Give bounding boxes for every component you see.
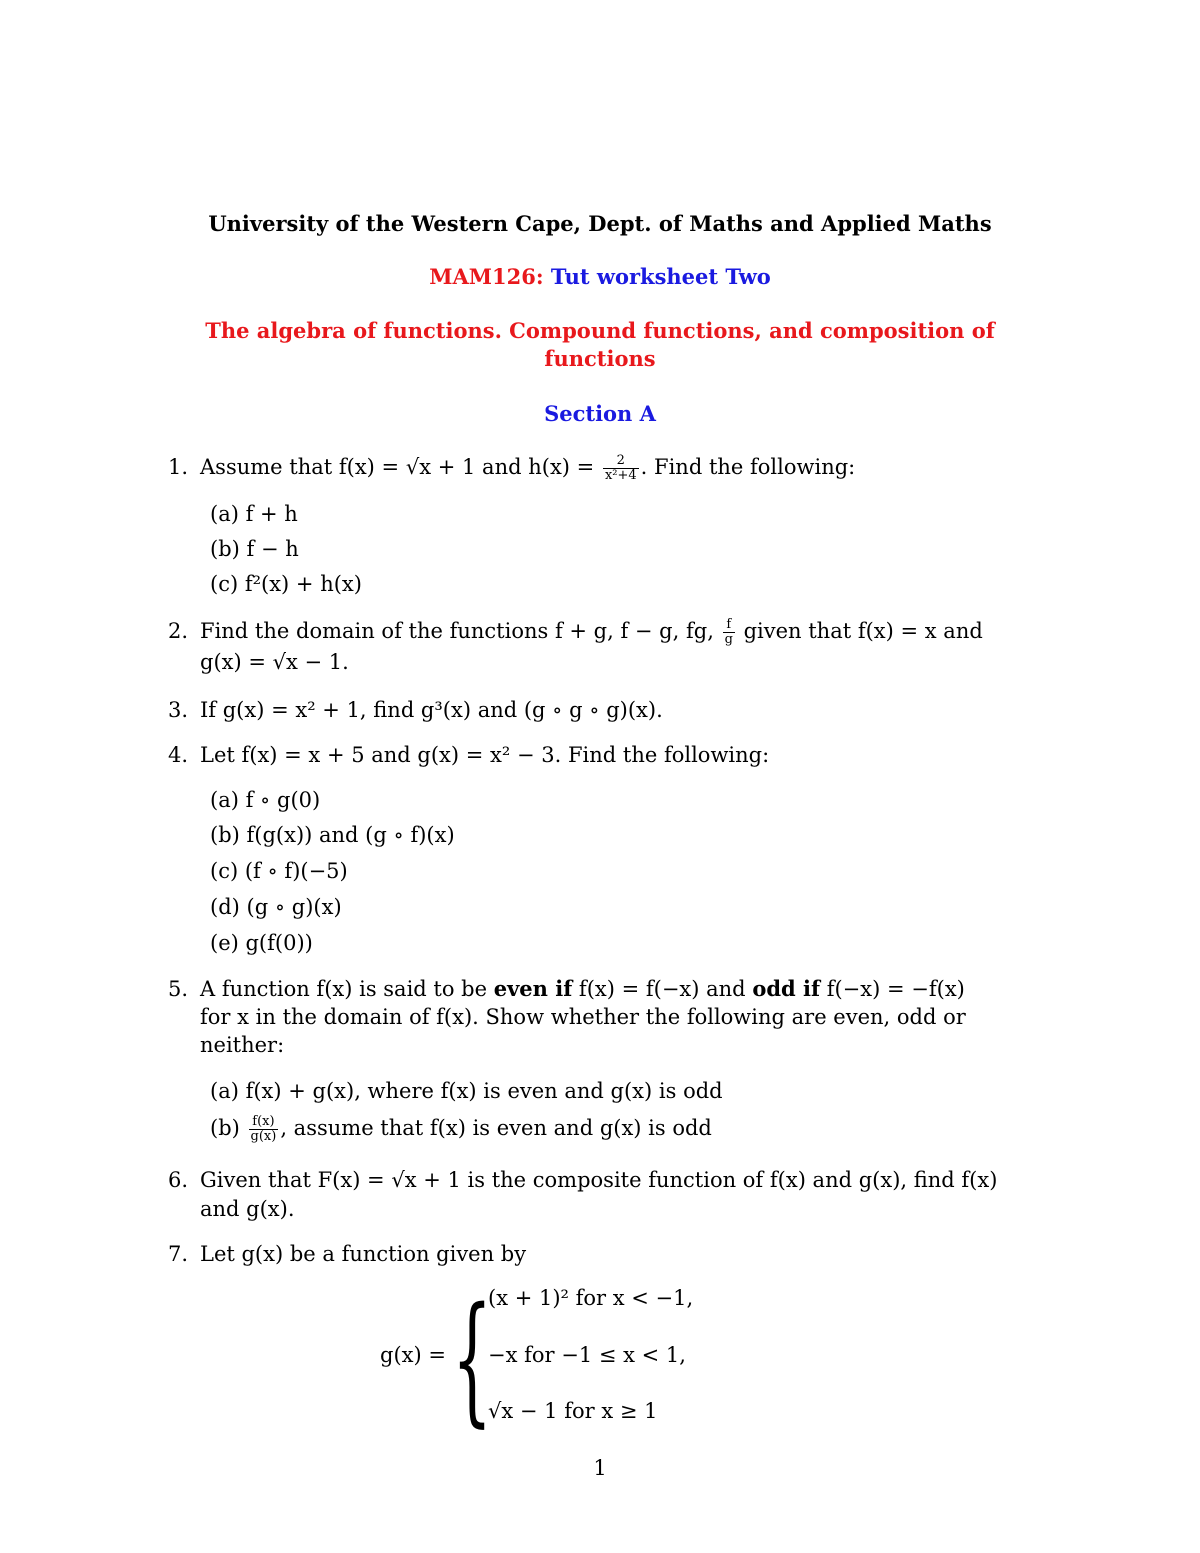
q1-and: and: [482, 455, 522, 479]
q5-item-b: [210, 1114, 712, 1144]
q1-f-definition: f(x) = √x + 1: [338, 455, 476, 479]
q5-b-numerator: f(x): [249, 1115, 279, 1130]
q4-item-a: (a) f ∘ g(0): [210, 788, 321, 812]
q1-h-denominator: x²+4: [604, 468, 637, 483]
q1-intro: Assume that: [200, 455, 333, 479]
piecewise-lhs: g(x) =: [380, 1343, 446, 1367]
q5-text-a: A function f(x) is said to be: [200, 977, 488, 1001]
q5-text-b: f(x) = f(−x) and: [578, 977, 746, 1001]
q4-item-c: (c) (f ∘ f)(−5): [210, 859, 348, 883]
question-6-number: 6.: [168, 1168, 189, 1192]
q1-h-definition: h(x) =: [528, 455, 595, 479]
question-6-line2: and g(x).: [200, 1197, 295, 1221]
question-7-text: Let g(x) be a function given by: [200, 1242, 527, 1266]
question-3-text: If g(x) = x² + 1, find g³(x) and (g ∘ g ∘ g)(x).: [200, 698, 663, 722]
question-6-line1: Given that F(x) = √x + 1 is the composite function of f(x) and g(x), find f(x): [200, 1168, 998, 1192]
q2-frac-denominator: g: [724, 632, 733, 647]
course-code: MAM126:: [429, 264, 544, 289]
question-2-number: 2.: [168, 619, 189, 643]
q1-h-fraction: [603, 454, 639, 483]
piecewise-case-3: √x − 1 for x ≥ 1: [488, 1399, 658, 1423]
question-5-line2: for x in the domain of f(x). Show whether the following are even, odd or: [200, 1005, 966, 1029]
q1-item-a: (a) f + h: [210, 502, 298, 526]
question-2-line1: [200, 617, 983, 647]
q5-item-a: (a) f(x) + g(x), where f(x) is even and g(x) is odd: [210, 1079, 723, 1103]
q2-fraction: [723, 618, 735, 647]
q5-odd-if: odd if: [752, 976, 821, 1001]
question-4-text: Let f(x) = x + 5 and g(x) = x² − 3. Find the following:: [200, 743, 770, 767]
topic-title-line2: functions: [544, 346, 656, 371]
course-title: Tut worksheet Two: [550, 264, 771, 289]
q5-text-c: f(−x) = −f(x): [826, 977, 965, 1001]
university-heading: University of the Western Cape, Dept. of Maths and Applied Maths: [208, 211, 992, 236]
question-7-number: 7.: [168, 1242, 189, 1266]
q1-tail: . Find the following:: [640, 455, 856, 479]
q5-even-if: even if: [493, 976, 573, 1001]
q2-tail: given that f(x) = x and: [743, 619, 983, 643]
q2-text: Find the domain of the functions f + g, f − g, fg,: [200, 619, 714, 643]
q5-b-label: (b): [210, 1116, 240, 1140]
question-2-line2: g(x) = √x − 1.: [200, 650, 349, 674]
question-3-number: 3.: [168, 698, 189, 722]
q1-item-c: (c) f²(x) + h(x): [210, 572, 362, 596]
page-number: 1: [593, 1456, 607, 1480]
piecewise-brace: {: [452, 1278, 493, 1441]
q5-b-fraction: [249, 1115, 279, 1144]
question-1-number: 1.: [168, 455, 189, 479]
topic-title-line1: The algebra of functions. Compound functions, and composition of: [205, 318, 995, 343]
question-1-text: [200, 453, 855, 483]
piecewise-case-2: −x for −1 ≤ x < 1,: [488, 1343, 686, 1367]
q1-h-numerator: 2: [603, 454, 639, 469]
q4-item-d: (d) (g ∘ g)(x): [210, 895, 342, 919]
question-5-line1: [200, 975, 965, 1003]
q1-item-b: (b) f − h: [210, 537, 299, 561]
q2-frac-numerator: f: [723, 618, 735, 633]
question-5-line3: neither:: [200, 1033, 285, 1057]
q4-item-e: (e) g(f(0)): [210, 931, 313, 955]
section-heading: Section A: [544, 401, 656, 426]
q5-b-denominator: g(x): [250, 1129, 277, 1144]
q5-b-tail: , assume that f(x) is even and g(x) is odd: [280, 1116, 712, 1140]
question-4-number: 4.: [168, 743, 189, 767]
q4-item-b: (b) f(g(x)) and (g ∘ f)(x): [210, 823, 455, 847]
question-5-number: 5.: [168, 977, 189, 1001]
piecewise-case-1: (x + 1)² for x < −1,: [488, 1286, 694, 1310]
course-heading: [0, 263, 1200, 291]
